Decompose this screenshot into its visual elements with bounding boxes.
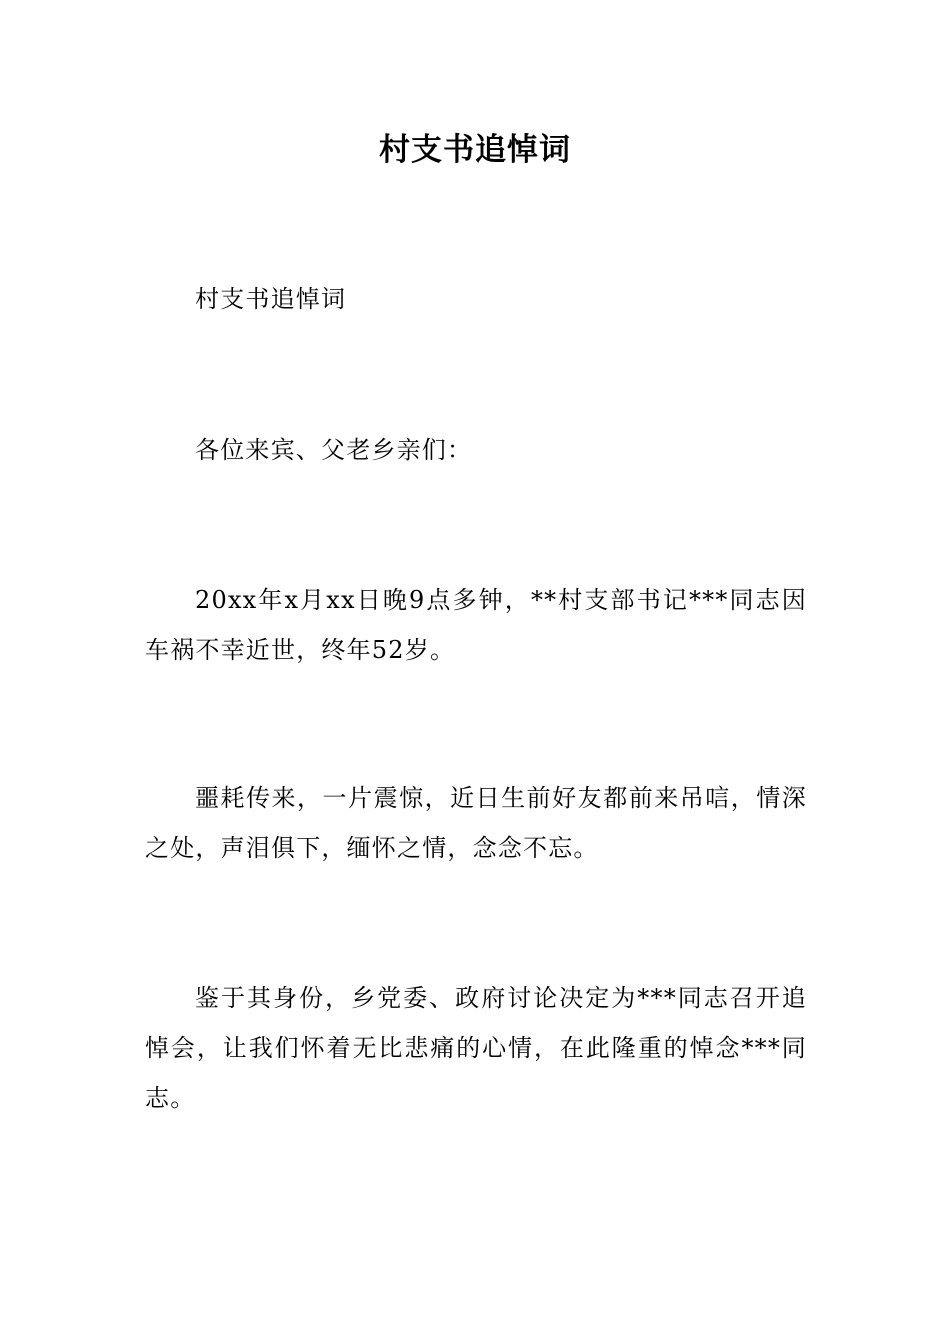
document-title: 村支书追悼词: [379, 132, 571, 168]
paragraph-memorial: 鉴于其身份，乡党委、政府讨论决定为***同志召开追悼会，让我们怀着无比悲痛的心情，在此隆重的悼念***同志。: [145, 984, 807, 1112]
paragraph-subtitle: 村支书追悼词: [195, 285, 347, 313]
paragraph-grief: 噩耗传来，一片震惊，近日生前好友都前来吊唁，情深之处，声泪俱下，缅怀之情，念念不忘。: [145, 784, 807, 862]
paragraph-salutation: 各位来宾、父老乡亲们：: [195, 436, 473, 464]
paragraph-announcement: 20xx年x月xx日晚9点多钟，**村支部书记***同志因车祸不幸近世，终年52岁。: [145, 586, 807, 664]
